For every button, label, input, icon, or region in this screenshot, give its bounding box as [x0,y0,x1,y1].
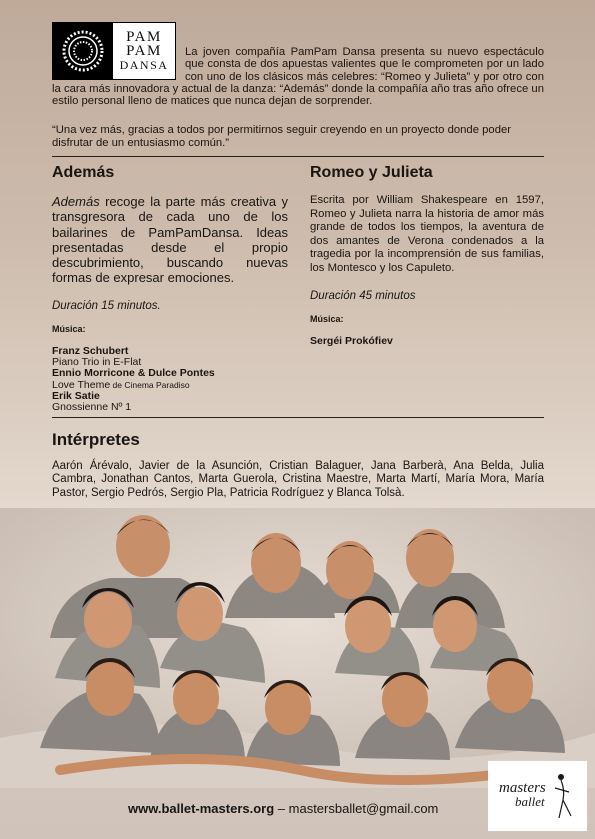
romeo-music-label: Música: [310,313,344,324]
intro-text: La joven compañía PamPam Dansa presenta su nuevo espectáculo que consta de dos apuestas valientes que le comprometen por un lado con uno de los clásicos más celebres: “Romeo y Julieta” y por otro con la cara más innovadora y actual de la danza: “Además” donde la compañía año tras año ofrece un estilo personal lleno de matices que nunca dejan de sorprender. [52,46,544,108]
music-piece: Love Theme de Cinema Paradiso [52,378,190,391]
masters-logo-line2: ballet [514,794,545,809]
romeo-title: Romeo y Julieta [310,164,433,181]
footer-contact: www.ballet-masters.org – mastersballet@gmail.com [128,801,439,816]
music-piece: Piano Trio in E-Flat [52,356,142,369]
romeo-music-list [310,336,544,347]
dancer-silhouette-icon [493,766,583,826]
ademas-music-label: Música: [52,323,86,334]
music-composer: Ennio Morricone & Dulce Pontes [52,367,215,380]
romeo-description: Escrita por William Shakespeare en 1597, Romeo y Julieta narra la historia de amor más grande de todos los tiempos, la aventura de dos amantes de Verona condenados a la tragedia por la incomprensión de sus familias, los Montesco y los Capuleto. [310,194,544,274]
ademas-lead: Además [52,194,100,209]
ademas-duration: Duración 15 minutos. [52,299,161,312]
romeo-duration: Duración 45 minutos [310,289,416,302]
logo-wordmark: PAM PAM DANSA [113,23,175,79]
ademas-title: Además [52,164,115,181]
music-piece-note: de Cinema Paradiso [110,379,190,390]
music-composer: Erik Satie [52,389,100,402]
intro-paragraph [52,46,544,107]
website-link[interactable]: www.ballet-masters.org [128,801,275,816]
music-composer: Franz Schubert [52,344,129,357]
cast-names: Aarón Árévalo, Javier de la Asunción, Cristian Balaguer, Jana Barberà, Ana Belda, Julia Cambra, Jonathan Cantos, Marta Guerola, Cristina Maestre, Marta Martí, María Mora, María Pastor, Sergio Pedrós, Sergio Pla, Patricia Rodríguez y Blanca Tolsà. [52,460,544,499]
music-composer: Sergéi Prokófiev [310,334,393,347]
section-divider [52,156,544,157]
romeo-section [310,164,544,347]
ademas-body: recoge la parte más creativa y transgresora de cada uno de los bailarines de PamPamDansa. Ideas presentadas desde el propio descubrimiento, buscando nuevas formas de expresar emociones. [52,194,288,286]
email-link[interactable]: mastersballet@gmail.com [288,801,439,816]
cast-title: Intérpretes [52,430,140,449]
masters-ballet-logo [488,761,587,831]
ademas-description [52,194,288,286]
ademas-section [52,164,288,414]
section-divider [52,417,544,418]
dancers-group-photo [0,508,595,788]
intro-quote: “Una vez más, gracias a todos por permitirnos seguir creyendo en un proyecto donde poder disfrutar de un entusiasmo común.” [52,124,512,149]
ademas-music-list [52,346,288,414]
music-piece: Gnossienne Nº 1 [52,401,132,414]
masters-logo-line1: masters [498,780,546,796]
